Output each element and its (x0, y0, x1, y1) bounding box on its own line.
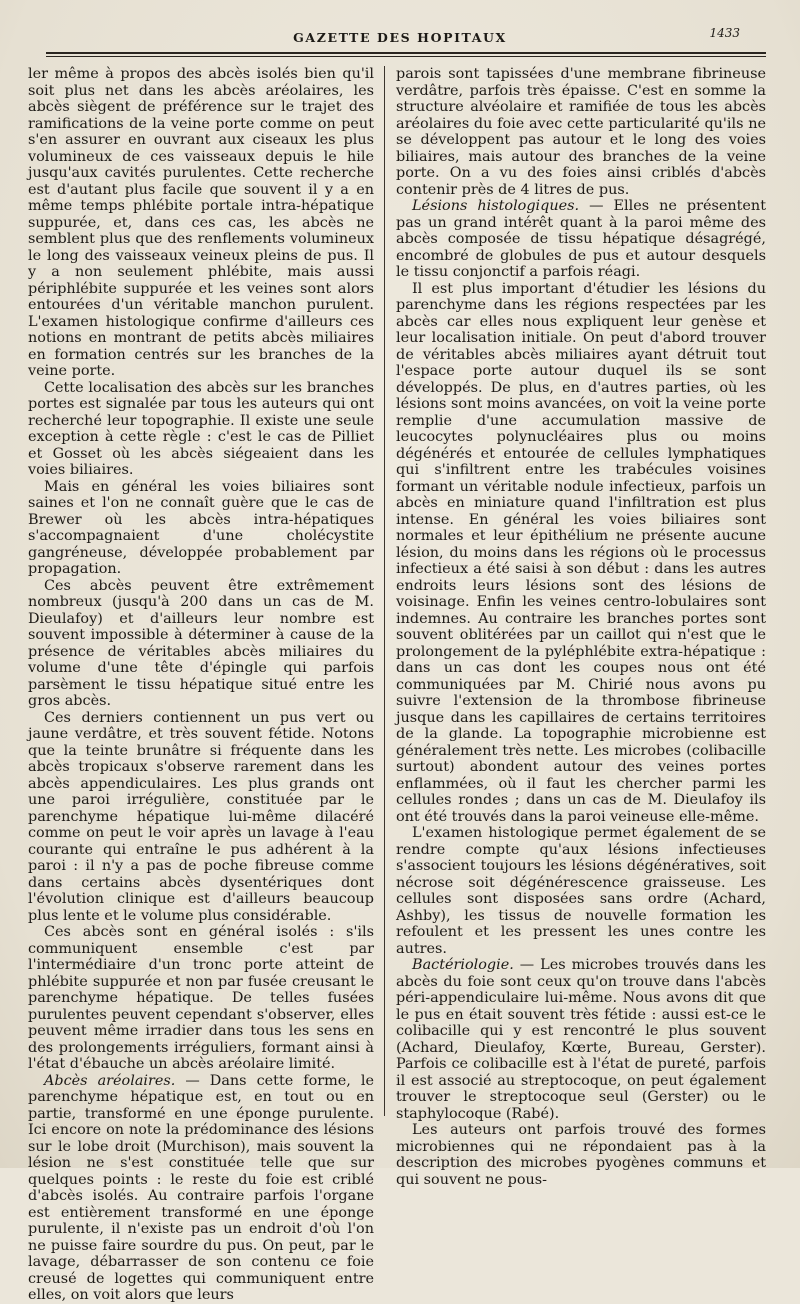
paragraph-text: Ces abcès peuvent être extrêmement nombreux (jusqu'à 200 dans un cas de M. Dieulafoy) et d'ailleurs leur nombre est souvent impossible à déterminer à cause de la présence de véritables abcès miliaires du volume d'une tête d'épingle qui parfois parsèment le tissu hépatique situé entre les gros abcès. (28, 577, 374, 709)
paragraph-text: L'examen histologique permet également de se rendre compte qu'aux lésions infectieuses s'associent toujours les lésions dégénératives, soit nécrose soit dégénérescence graisseuse. Les cellules sont disposées sans ordre (Achard, Ashby), les tissus de nouvelle formation les refoulent et les pressent les unes contre les autres. (396, 825, 766, 957)
paragraph-text: ler même à propos des abcès isolés bien qu'il soit plus net dans les abcès aréolaires, les abcès siègent de préférence sur le trajet des ramifications de la veine porte comme on peut s'en assurer en ouvrant aux ciseaux les plus volumineux de ces vaisseaux depuis le hile jusqu'aux cavités purulentes. Cette recherche est d'autant plus facile que souvent il y a en même temps phlébite portale intra-hépatique suppurée, et, dans ces cas, les abcès ne semblent plus que des renflements volumineux le long des vaisseaux veineux pleins de pus. Il y a non seulement phlébite, mais aussi périphlébite suppurée et les veines sont alors entourées d'un véritable manchon purulent. L'examen histologique confirme d'ailleurs ces notions en montrant de petits abcès miliaires en formation centrés sur les branches de la veine porte. (28, 66, 374, 379)
left-column (28, 66, 375, 1303)
publication-title: GAZETTE DES HOPITAUX (293, 30, 507, 45)
paragraph-text: parois sont tapissées d'une membrane fibrineuse verdâtre, parfois très épaisse. C'est en somme la structure alvéolaire et ramifiée de tous les abcès aréolaires du foie avec cette particularité qu'ils ne se développent pas autour et le long des voies biliaires, mais autour des branches de la veine porte. On a vu des foies ainsi criblés d'abcès contenir près de 4 litres de pus. (396, 66, 766, 198)
paragraph (28, 710, 374, 925)
paragraph-text: Cette localisation des abcès sur les branches portes est signalée par tous les auteurs qui ont recherché leur topographie. Il existe une seule exception à cette règle : c'est le cas de Pilliet et Gosset où les abcès siégeaient dans les voies biliaires. (28, 379, 374, 478)
paragraph (28, 578, 374, 710)
paragraph-text: — Les microbes trouvés dans les abcès du foie sont ceux qu'on trouve dans l'abcès péri-appendiculaire lui-même. Nous avons dit que le pus en était souvent très fétide : aussi est-ce le colibacille qui y est rencontré le plus souvent (Achard, Dieulafoy, Kœrte, Bureau, Gerster). Parfois ce colibacille est à l'état de pureté, parfois il est associé au streptocoque, on peut également trouver le streptocoque seul (Gerster) ou le staphylocoque (Rabé). (396, 957, 766, 1122)
header-rule-thick (46, 52, 766, 54)
paragraph (28, 380, 374, 479)
paragraph-text: — Elles ne présentent pas un grand intérêt quant à la paroi même des abcès composée de tissu hépatique désagrégé, encombré de globules de pus et autour desquels le tissu conjonctif a parfois réagi. (396, 198, 766, 280)
paragraph (28, 1073, 374, 1304)
page-header (60, 26, 740, 48)
paragraph-text: — Dans cette forme, le parenchyme hépatique est, en tout ou en partie, transformé en une éponge purulente. Ici encore on note la prédominance des lésions sur le lobe droit (Murchison), mais souvent la lésion ne s'est constituée telle que sur quelques points : le reste du foie est criblé d'abcès isolés. Au contraire parfois l'organe est entièrement transformé en une éponge purulente, il n'existe pas un endroit d'où l'on ne puisse faire sourdre du pus. On peut, par le lavage, débarrasser de son contenu ce foie creusé de logettes qui communiquent entre elles, on voit alors que leurs (28, 1072, 375, 1303)
paragraph-text: Il est plus important d'étudier les lésions du parenchyme dans les régions respectées par les abcès car elles nous expliquent leur genèse et leur localisation initiale. On peut d'abord trouver de véritables abcès miliaires ayant détruit tout l'espace porte autour duquel ils se sont développés. De plus, en d'autres parties, où les lésions sont moins avancées, on voit la veine porte remplie d'une accumulation massive de leucocytes polynucléaires plus ou moins dégénérés et entourée de cellules lymphatiques qui s'infiltrent entre les trabécules voisines formant un véritable nodule infectieux, parfois un abcès en miniature quand l'infiltration est plus intense. En général les voies biliaires sont normales et leur épithélium ne présente aucune lésion, du moins dans les régions où le processus infectieux a été saisi à son début : dans les autres endroits leurs lésions sont des lésions de voisinage. Enfin les veines centro-lobulaires sont indemnes. Au contraire les branches portes sont souvent oblitérées par un caillot qui n'est que le prolongement de la pyléphlébite extra-hépatique : dans un cas dont les coupes nous ont été communiquées par M. Chirié nous avons pu suivre l'extension de la thrombose fibrineuse jusque dans les capillaires de certains territoires de la glande. La topographie microbienne est généralement très nette. Les microbes (colibacille surtout) abondent autour des veines portes enflammées, où il faut les chercher parmi les cellules rondes ; dans un cas de M. Dieulafoy ils ont été trouvés dans la paroi veineuse elle-même. (396, 280, 766, 825)
page-number: 1433 (709, 26, 740, 40)
right-column (396, 66, 766, 1188)
paragraph-text: Les auteurs ont parfois trouvé des formes microbiennes qui ne répondaient pas à la description des microbes pyogènes communs et qui souvent ne pous- (396, 1122, 766, 1188)
paragraph (28, 924, 374, 1073)
section-heading: Lésions histologiques. (412, 198, 580, 214)
paragraph (396, 198, 766, 281)
paragraph (396, 66, 766, 198)
paragraph-text: Ces abcès sont en général isolés : s'ils communiquent ensemble c'est par l'intermédiaire d'un tronc porte atteint de phlébite suppurée et non par fusée creusant le parenchyme hépatique. De telles fusées purulentes peuvent cependant s'observer, elles peuvent même irradier dans tous les sens en des prolongements irréguliers, formant ainsi à l'état d'ébauche un abcès aréolaire limité. (28, 924, 374, 1072)
paragraph (396, 957, 766, 1122)
section-heading: Abcès aréolaires. (44, 1072, 176, 1089)
paragraph-text: Mais en général les voies biliaires sont saines et l'on ne connaît guère que le cas de Brewer où les abcès intra-hépatiques s'accompagnaient d'une cholécystite gangréneuse, développée probablement par propagation. (28, 478, 374, 577)
paragraph (396, 825, 766, 957)
paragraph (28, 479, 374, 578)
paragraph (396, 1122, 766, 1188)
header-rule-thin (46, 56, 766, 57)
column-divider (384, 66, 385, 1116)
paragraph (396, 281, 766, 826)
paragraph (28, 66, 374, 380)
paragraph-text: Ces derniers contiennent un pus vert ou jaune verdâtre, et très souvent fétide. Notons que la teinte brunâtre si fréquente dans les abcès tropicaux s'observe rarement dans les abcès appendiculaires. Les plus grands ont une paroi irrégulière, constituée par le parenchyme hépatique lui-même dilacéré comme on peut le voir après un lavage à l'eau courante qui entraîne le pus adhérent à la paroi : il n'y a pas de poche fibreuse comme dans certains abcès dysentériques dont l'évolution clinique est d'ailleurs beaucoup plus lente et le volume plus considérable. (28, 709, 374, 924)
section-heading: Bactériologie. (412, 957, 514, 973)
